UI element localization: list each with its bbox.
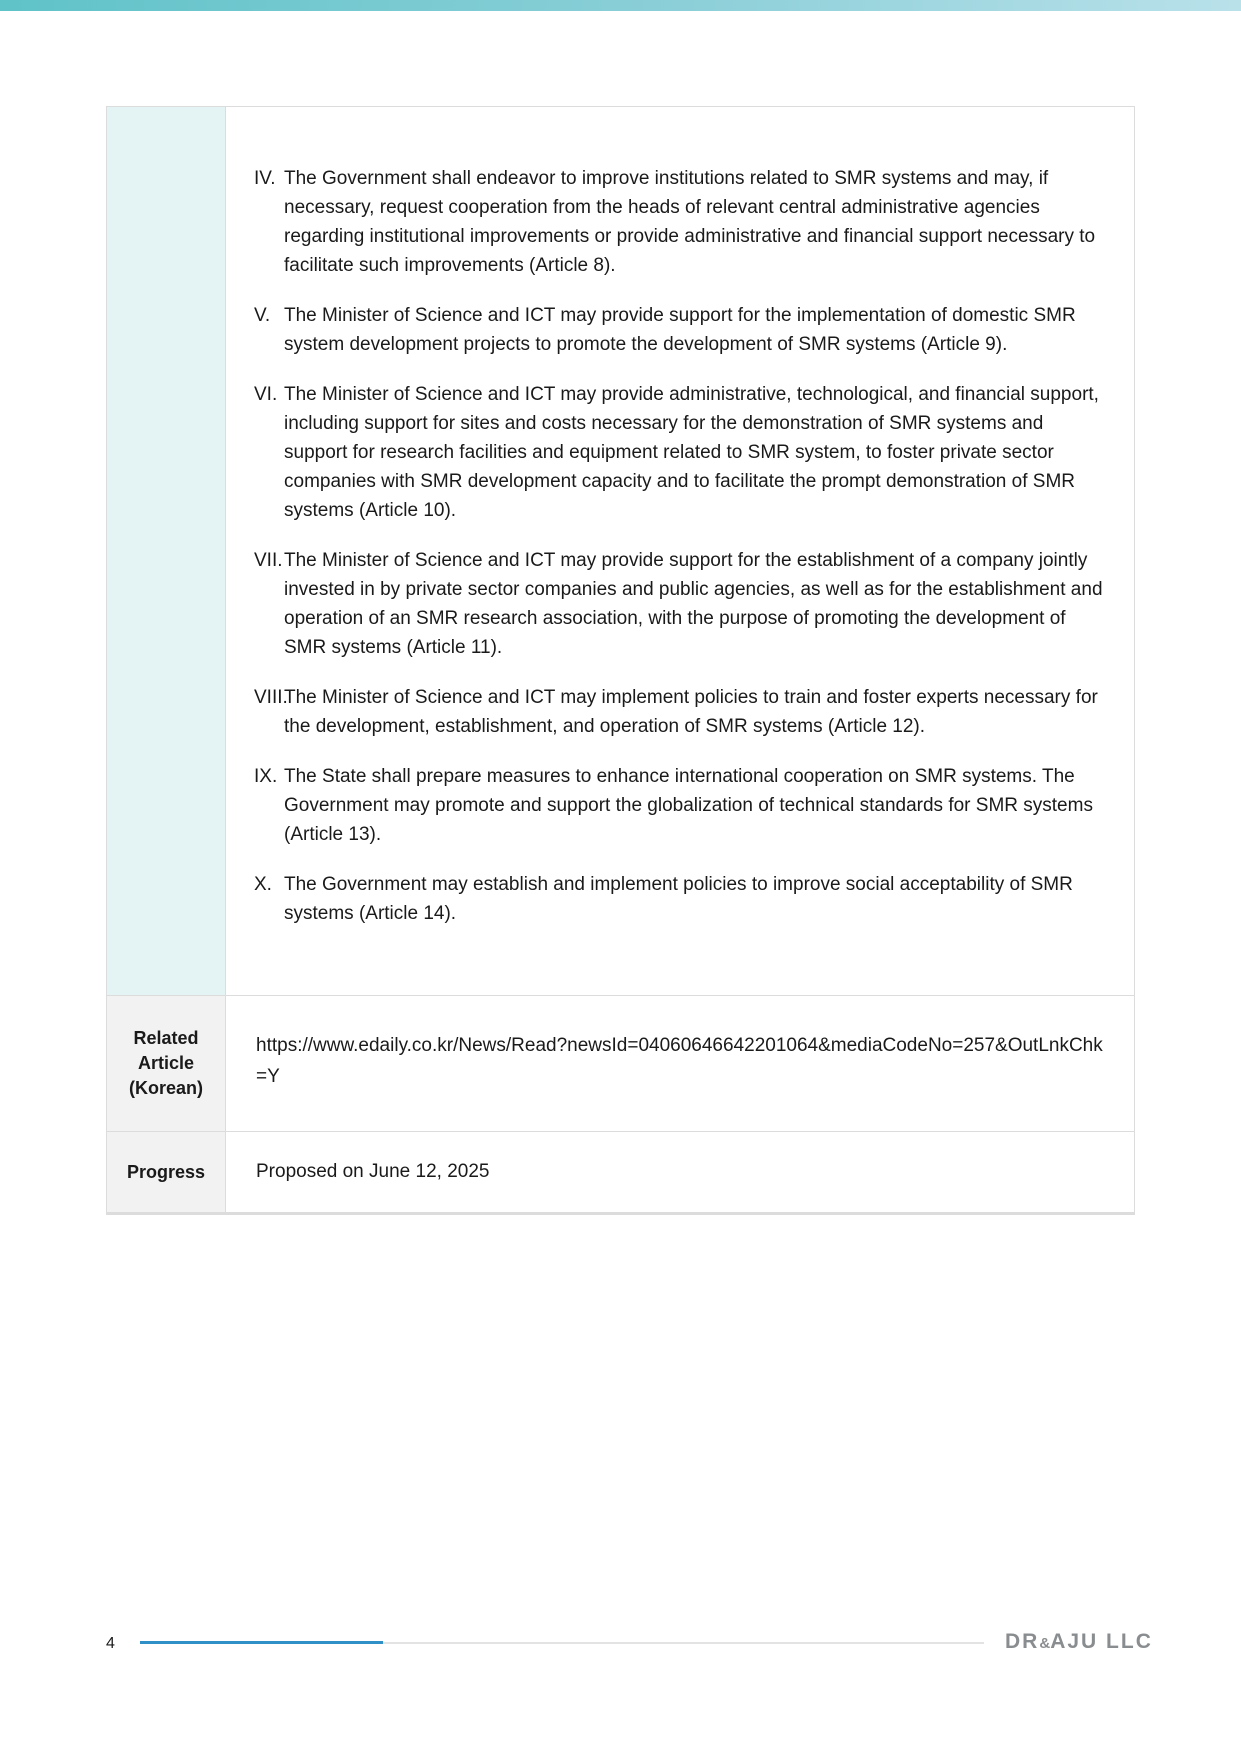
list-numeral: IX. <box>254 766 278 787</box>
progress-cell <box>226 1132 1134 1212</box>
list-item-text: The Minister of Science and ICT may provide support for the implementation of domestic SMR system development projects to promote the development of SMR systems (Article 9). <box>284 305 1076 355</box>
list-item-text: The Government shall endeavor to improve institutions related to SMR systems and may, if necessary, request cooperation from the heads of relevant central administrative agencies regarding institutional improvements or provide administrative and financial support necessary to facilitate such improvements (Article 8). <box>284 168 1096 276</box>
firm-logo-ampersand: & <box>1039 1635 1051 1652</box>
list-item-text: The Minister of Science and ICT may provide support for the establishment of a company jointly invested in by private sector companies and public agencies, as well as for the establishment and operation of an SMR research association, with the purpose of promoting the development of SMR systems (Article 11). <box>284 550 1103 658</box>
list-item <box>254 683 1108 741</box>
provisions-list <box>226 107 1134 995</box>
related-article-label-line: (Korean) <box>128 1078 203 1098</box>
list-numeral: VII. <box>254 550 283 571</box>
progress-value: Proposed on June 12, 2025 <box>256 1161 490 1182</box>
firm-logo-part: AJU LLC <box>1050 1630 1153 1653</box>
list-item-text: The Minister of Science and ICT may provide administrative, technological, and financial support, including support for sites and costs necessary for the demonstration of SMR systems and support for research facilities and equipment related to SMR system, to foster private sector companies with SMR development capacity and to facilitate the prompt demonstration of SMR systems (Article 10). <box>284 384 1099 521</box>
related-article-label-line: Related <box>133 1028 199 1048</box>
list-numeral: X. <box>254 874 272 895</box>
list-numeral: VIII. <box>254 687 288 708</box>
list-item <box>254 762 1108 849</box>
list-item <box>254 301 1108 359</box>
firm-logo <box>1005 1630 1153 1654</box>
related-article-row <box>107 995 1134 1131</box>
provisions-label-cell <box>107 107 226 995</box>
list-item <box>254 380 1108 525</box>
list-numeral: V. <box>254 305 271 326</box>
related-article-link[interactable]: https://www.edaily.co.kr/News/Read?newsId=04060646642201064&mediaCodeNo=257&OutLnkChk=Y <box>256 1035 1103 1087</box>
list-item-text: The Minister of Science and ICT may implement policies to train and foster experts necessary for the development, establishment, and operation of SMR systems (Article 12). <box>284 687 1098 737</box>
progress-row <box>107 1131 1134 1212</box>
related-article-cell <box>226 996 1134 1131</box>
progress-label: Progress <box>107 1132 226 1212</box>
list-item-text: The Government may establish and implement policies to improve social acceptability of SMR systems (Article 14). <box>284 874 1073 924</box>
list-numeral: IV. <box>254 168 276 189</box>
list-item <box>254 870 1108 928</box>
list-item <box>254 546 1108 662</box>
related-article-label <box>107 996 226 1131</box>
firm-logo-part: DR <box>1005 1630 1040 1653</box>
related-article-label-line: Article <box>137 1053 194 1073</box>
list-item <box>254 164 1108 280</box>
page-number: 4 <box>106 1635 115 1652</box>
provisions-row <box>107 107 1134 995</box>
bill-summary-table <box>106 106 1135 1215</box>
footer-progress-fill <box>140 1641 383 1644</box>
list-item-text: The State shall prepare measures to enhance international cooperation on SMR systems. The Government may promote and support the globalization of technical standards for SMR systems (Article 13). <box>284 766 1093 845</box>
top-accent-band <box>0 0 1241 11</box>
footer-progress-track <box>140 1642 984 1644</box>
list-numeral: VI. <box>254 384 278 405</box>
